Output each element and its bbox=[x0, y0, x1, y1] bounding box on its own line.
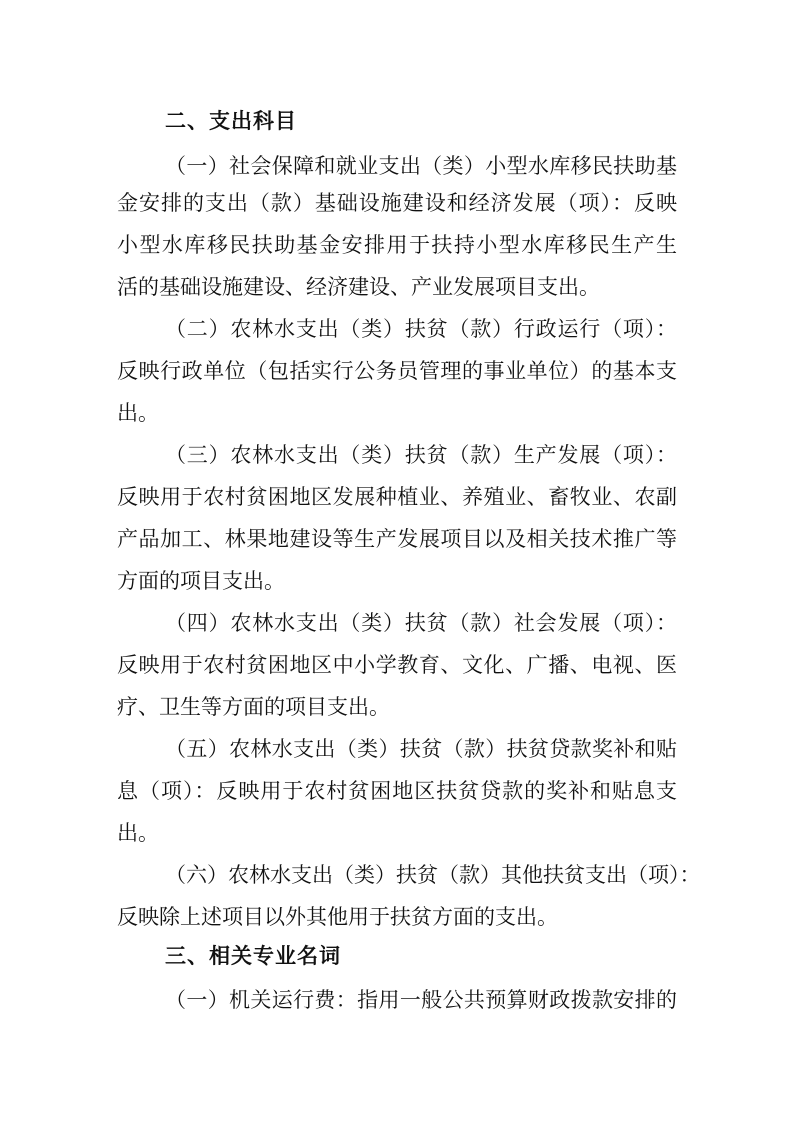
paragraph-line: 出。 bbox=[117, 821, 159, 845]
paragraph-line: 方面的项目支出。 bbox=[117, 569, 285, 593]
paragraph-line: 金安排的支出（款）基础设施建设和经济发展（项）：反映 bbox=[117, 191, 677, 215]
paragraph-line: 活的基础设施建设、经济建设、产业发展项目支出。 bbox=[117, 275, 600, 299]
paragraph-line: 反映用于农村贫困地区发展种植业、养殖业、畜牧业、农副 bbox=[117, 485, 677, 509]
paragraph-line: （三）农林水支出（类）扶贫（款）生产发展（项）： bbox=[165, 443, 677, 467]
paragraph-line: 反映行政单位（包括实行公务员管理的事业单位）的基本支 bbox=[117, 359, 677, 383]
paragraph-line: （五）农林水支出（类）扶贫（款）扶贫贷款奖补和贴 bbox=[165, 737, 677, 761]
paragraph-line: （一）机关运行费：指用一般公共预算财政拨款安排的 bbox=[165, 988, 677, 1012]
paragraph-line: （六）农林水支出（类）扶贫（款）其他扶贫支出（项）： bbox=[165, 863, 701, 887]
paragraph-line: 息（项）：反映用于农村贫困地区扶贫贷款的奖补和贴息支 bbox=[117, 779, 677, 803]
paragraph-line: 产品加工、林果地建设等生产发展项目以及相关技术推广等 bbox=[117, 527, 677, 551]
heading-related-terms: 三、相关专业名词 bbox=[165, 944, 341, 968]
paragraph-line: 反映除上述项目以外其他用于扶贫方面的支出。 bbox=[117, 905, 558, 929]
paragraph-line: （二）农林水支出（类）扶贫（款）行政运行（项）： bbox=[165, 317, 677, 341]
paragraph-line: 出。 bbox=[117, 401, 159, 425]
paragraph-line: （四）农林水支出（类）扶贫（款）社会发展（项）： bbox=[165, 611, 677, 635]
heading-expenditure-items: 二、支出科目 bbox=[165, 109, 297, 133]
paragraph-line: 小型水库移民扶助基金安排用于扶持小型水库移民生产生 bbox=[117, 233, 677, 257]
paragraph-line: （一）社会保障和就业支出（类）小型水库移民扶助基 bbox=[165, 154, 677, 178]
paragraph-line: 反映用于农村贫困地区中小学教育、文化、广播、电视、医 bbox=[117, 653, 677, 677]
paragraph-line: 疗、卫生等方面的项目支出。 bbox=[117, 695, 390, 719]
